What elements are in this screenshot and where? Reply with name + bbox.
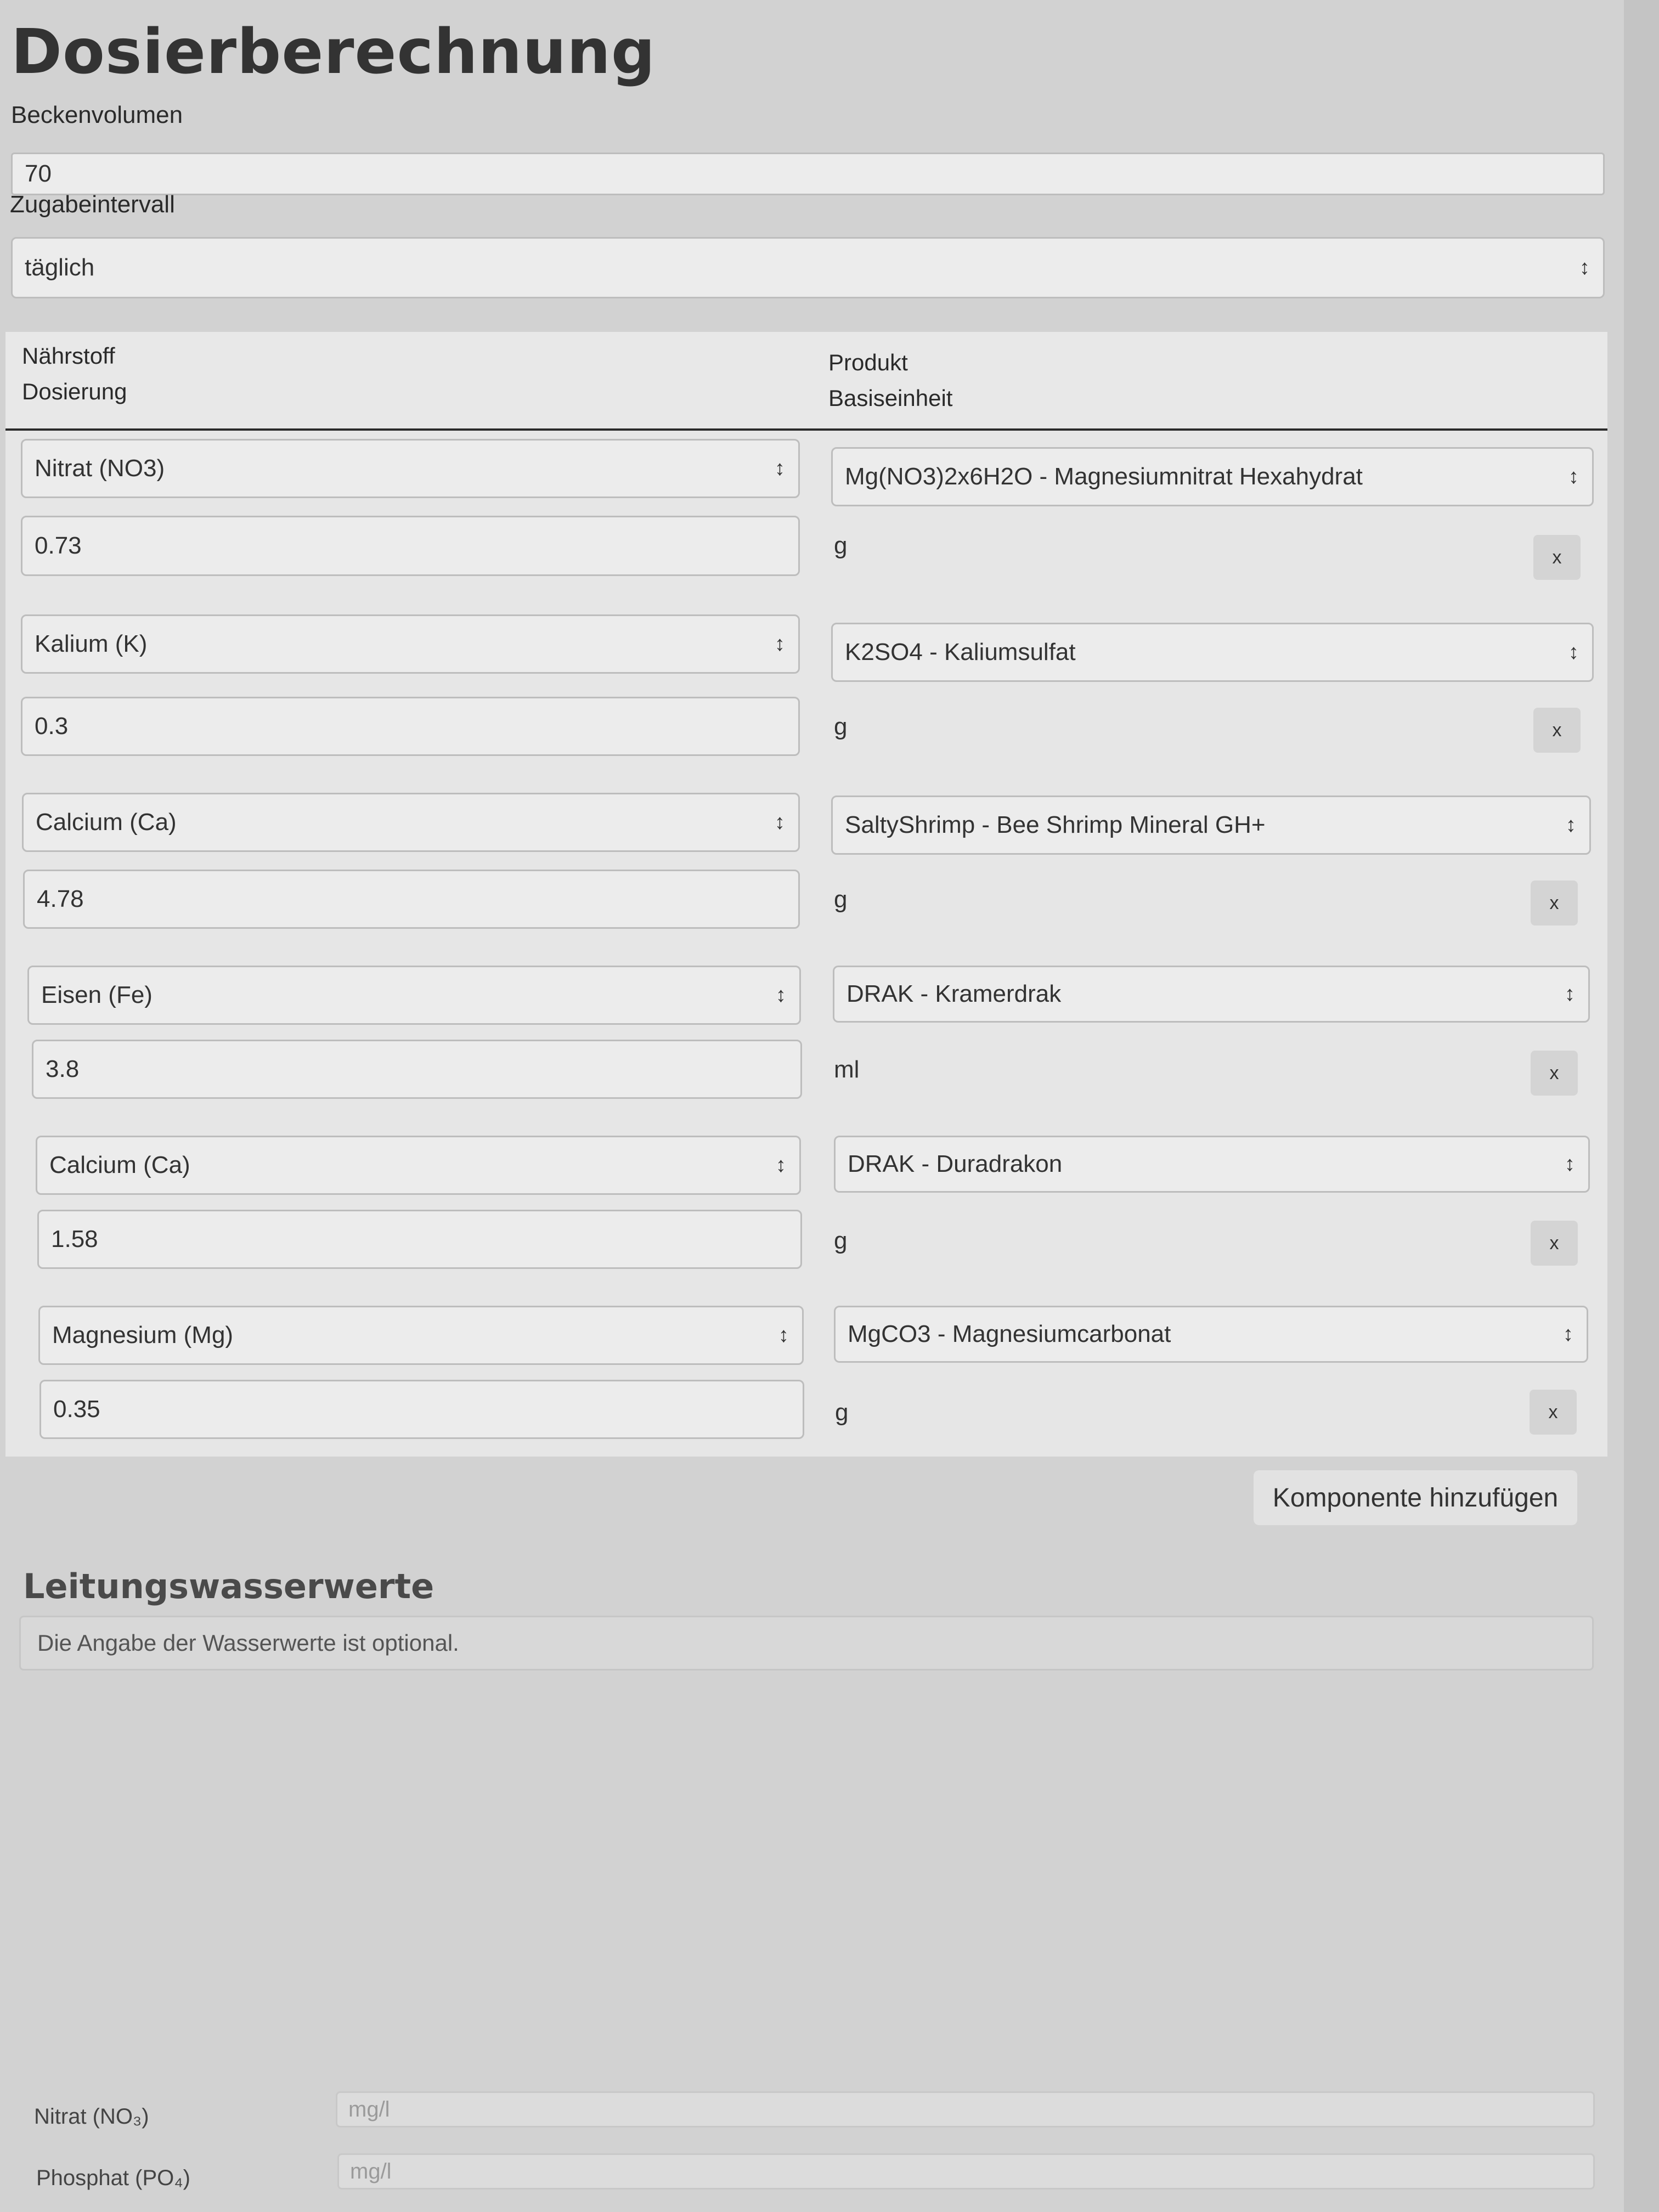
table-header [5, 332, 1607, 431]
select-arrows-icon: ↕ [776, 984, 786, 1007]
unit-label: g [834, 886, 848, 913]
select-arrows-icon: ↕ [1566, 814, 1576, 837]
close-icon: x [1549, 1232, 1559, 1254]
product-select[interactable] [831, 623, 1594, 682]
nutrient-value: Calcium (Ca) [36, 809, 177, 836]
remove-button[interactable] [1531, 1051, 1578, 1096]
nutrient-value: Magnesium (Mg) [52, 1322, 234, 1348]
unit-label: g [834, 1227, 848, 1254]
select-arrows-icon: ↕ [1563, 1323, 1573, 1346]
dose-input[interactable] [21, 516, 800, 576]
interval-select[interactable] [11, 237, 1605, 298]
volume-value: 70 [25, 160, 52, 187]
nutrient-select[interactable] [36, 1136, 801, 1195]
product-select[interactable] [834, 1306, 1588, 1363]
unit-label: ml [834, 1056, 860, 1083]
header-basiseinheit: Basiseinheit [828, 385, 953, 411]
unit-label: g [834, 713, 848, 740]
select-arrows-icon: ↕ [1565, 1153, 1575, 1176]
select-arrows-icon: ↕ [775, 633, 785, 656]
nutrient-select[interactable] [38, 1306, 804, 1365]
close-icon: x [1552, 719, 1562, 741]
dose-value: 0.3 [35, 713, 69, 740]
nutrient-select[interactable] [21, 614, 800, 674]
product-value: SaltyShrimp - Bee Shrimp Mineral GH+ [845, 811, 1266, 838]
close-icon: x [1552, 546, 1562, 568]
volume-input[interactable] [11, 153, 1605, 195]
nutrient-value: Calcium (Ca) [49, 1152, 190, 1178]
nutrient-select[interactable] [27, 966, 801, 1025]
add-component-button[interactable]: Komponente hinzufügen [1254, 1470, 1577, 1525]
phosphate-input[interactable] [337, 2153, 1595, 2190]
select-arrows-icon: ↕ [1565, 983, 1575, 1006]
product-select[interactable] [834, 1136, 1590, 1193]
header-naehrstoff: Nährstoff [22, 343, 115, 369]
dosing-table [5, 332, 1607, 1457]
dose-value: 0.35 [53, 1396, 100, 1423]
close-icon: x [1549, 1062, 1559, 1084]
nutrient-value: Nitrat (NO3) [35, 455, 165, 482]
remove-button[interactable] [1531, 1221, 1578, 1266]
product-select[interactable] [831, 447, 1594, 506]
product-select[interactable] [831, 795, 1591, 855]
water-heading: Leitungswasserwerte [23, 1566, 435, 1606]
nitrate-label: Nitrat (NO₃) [34, 2104, 149, 2129]
volume-label: Beckenvolumen [11, 101, 183, 128]
product-value: K2SO4 - Kaliumsulfat [845, 639, 1076, 665]
dose-input[interactable] [40, 1380, 804, 1439]
dose-input[interactable] [37, 1210, 802, 1269]
water-info: Die Angabe der Wasserwerte ist optional. [19, 1616, 1594, 1671]
select-arrows-icon: ↕ [776, 1154, 786, 1177]
nutrient-select[interactable] [22, 793, 800, 852]
product-value: DRAK - Duradrakon [848, 1150, 1063, 1177]
close-icon: x [1548, 1401, 1558, 1423]
remove-button[interactable] [1530, 1390, 1577, 1435]
page-title: Dosierberechnung [11, 16, 656, 88]
product-value: Mg(NO3)2x6H2O - Magnesiumnitrat Hexahydrat [845, 463, 1363, 490]
close-icon: x [1549, 892, 1559, 913]
nutrient-value: Eisen (Fe) [41, 981, 153, 1008]
header-produkt: Produkt [828, 349, 908, 375]
remove-button[interactable] [1533, 708, 1581, 753]
nitrate-placeholder: mg/l [348, 2097, 390, 2121]
select-arrows-icon: ↕ [1568, 465, 1579, 488]
phosphate-label: Phosphat (PO₄) [36, 2166, 190, 2190]
select-arrows-icon: ↕ [775, 457, 785, 480]
nutrient-value: Kalium (K) [35, 630, 148, 657]
select-arrows-icon: ↕ [1579, 256, 1590, 279]
interval-value: täglich [25, 254, 95, 281]
header-dosierung: Dosierung [22, 379, 127, 404]
nutrient-select[interactable] [21, 439, 800, 498]
unit-label: g [835, 1399, 849, 1426]
product-value: MgCO3 - Magnesiumcarbonat [848, 1321, 1171, 1347]
select-arrows-icon: ↕ [775, 811, 785, 834]
dose-value: 3.8 [46, 1056, 80, 1082]
dose-input[interactable] [21, 697, 800, 756]
select-arrows-icon: ↕ [778, 1324, 789, 1347]
dose-value: 0.73 [35, 532, 82, 559]
dose-input[interactable] [32, 1040, 802, 1099]
phosphate-placeholder: mg/l [350, 2159, 392, 2183]
nitrate-input[interactable] [336, 2091, 1595, 2128]
dose-value: 1.58 [51, 1226, 98, 1252]
remove-button[interactable] [1531, 881, 1578, 926]
product-value: DRAK - Kramerdrak [847, 980, 1062, 1007]
dose-value: 4.78 [37, 885, 84, 912]
interval-label: Zugabeintervall [10, 191, 175, 218]
select-arrows-icon: ↕ [1568, 641, 1579, 664]
dose-input[interactable] [23, 870, 800, 929]
unit-label: g [834, 532, 848, 559]
remove-button[interactable] [1533, 535, 1581, 580]
product-select[interactable] [833, 966, 1590, 1023]
